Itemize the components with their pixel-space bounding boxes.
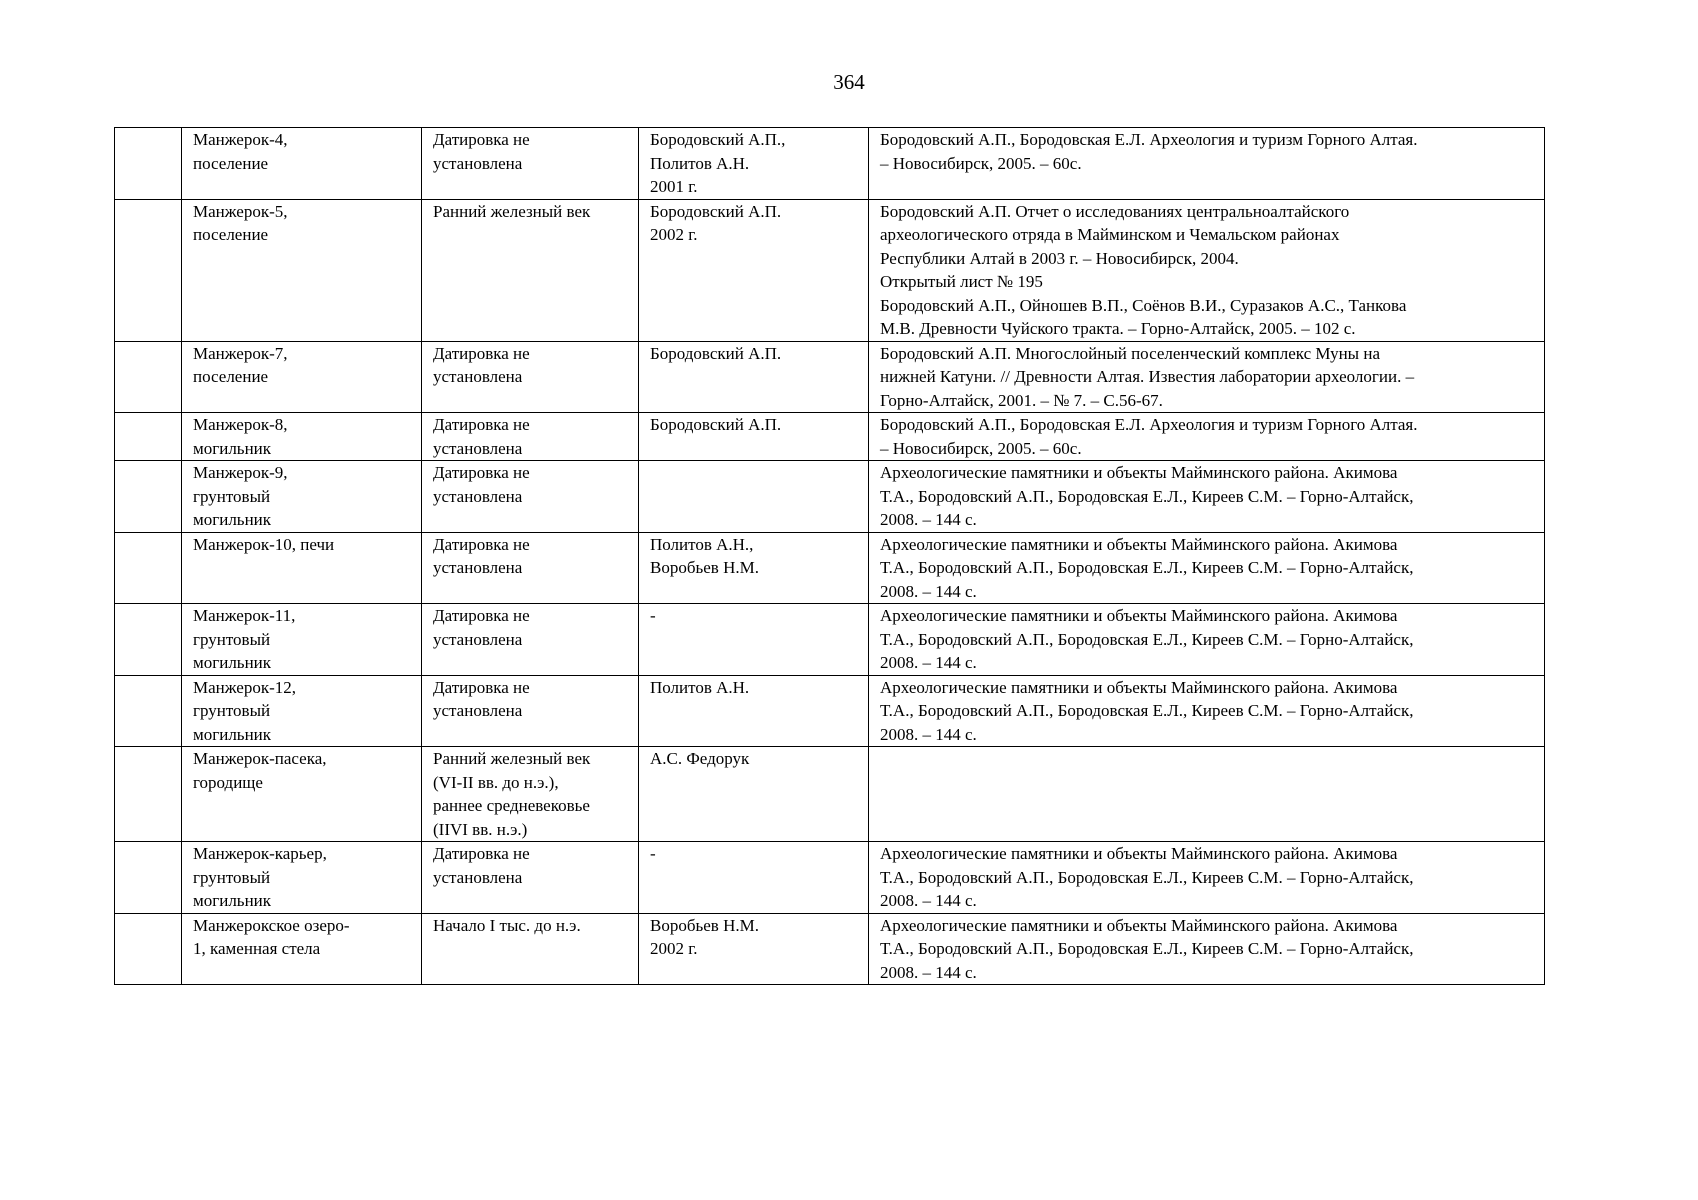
site-name-line: поселение: [193, 153, 269, 173]
literature-cell: [869, 842, 1545, 914]
site-name-line: Манжерок-11,: [193, 606, 296, 625]
dating-line: Ранний железный век: [433, 749, 591, 768]
site-name-cell: [182, 341, 422, 413]
literature-cell: [869, 128, 1545, 200]
dating-line: (VI-II вв. до н.э.),: [433, 772, 559, 792]
literature-line: археологического отряда в Майминском и Чемальском районах: [880, 225, 1340, 244]
site-name-line: поселение: [193, 367, 269, 386]
site-name-line: Манжерок-5,: [193, 201, 288, 221]
dating-line: установлена: [433, 867, 523, 887]
researcher-line: Бородовский А.П.: [650, 343, 782, 363]
literature-line: 2008. – 144 с.: [880, 962, 977, 982]
researcher-line: Политов А.Н.: [650, 677, 750, 697]
site-name-line: Манжерок-9,: [193, 463, 288, 482]
literature-line: Т.А., Бородовский А.П., Бородовская Е.Л., Киреев С.М. – Горно-Алтайск,: [880, 486, 1414, 506]
dating-cell: [422, 747, 639, 842]
site-name-line: Манжерок-8,: [193, 415, 288, 434]
number-cell: [115, 461, 182, 533]
site-name-cell: [182, 199, 422, 341]
site-name-line: Манжерок-7,: [193, 343, 288, 363]
site-name-line: могильник: [193, 653, 272, 672]
number-cell: [115, 128, 182, 200]
researcher-line: А.С. Федорук: [650, 749, 750, 768]
researcher-cell: [639, 413, 869, 461]
table-row: [115, 747, 1545, 842]
researcher-cell: [639, 199, 869, 341]
literature-cell: [869, 913, 1545, 985]
number-cell: [115, 341, 182, 413]
literature-cell: [869, 604, 1545, 676]
researcher-cell: [639, 341, 869, 413]
researcher-line: Бородовский А.П.: [650, 415, 782, 434]
dating-line: установлена: [433, 153, 523, 173]
literature-line: 2008. – 144 с.: [880, 510, 977, 529]
researcher-line: Бородовский А.П.,: [650, 130, 786, 149]
literature-cell: [869, 747, 1545, 842]
table-row: [115, 199, 1545, 341]
table-body: [115, 128, 1545, 985]
literature-line: Бородовский А.П., Ойношев В.П., Соёнов В.И., Суразаков А.С., Танкова: [880, 295, 1407, 315]
site-name-line: могильник: [193, 510, 272, 529]
researcher-cell: [639, 604, 869, 676]
researcher-cell: [639, 842, 869, 914]
table-row: [115, 341, 1545, 413]
dating-line: (IIVI вв. н.э.): [433, 819, 528, 839]
literature-line: М.В. Древности Чуйского тракта. – Горно-Алтайск, 2005. – 102 с.: [880, 319, 1356, 338]
dating-line: Датировка не: [433, 415, 530, 434]
researcher-line: Воробьев Н.М.: [650, 558, 759, 577]
literature-line: – Новосибирск, 2005. – 60с.: [880, 153, 1082, 173]
dating-cell: [422, 604, 639, 676]
table-row: [115, 461, 1545, 533]
literature-line: 2008. – 144 с.: [880, 891, 977, 910]
site-name-cell: [182, 128, 422, 200]
dating-line: Датировка не: [433, 343, 530, 363]
site-name-line: городище: [193, 772, 263, 792]
dating-line: раннее средневековье: [433, 796, 590, 815]
literature-line: нижней Катуни. // Древности Алтая. Известия лаборатории археологии. –: [880, 367, 1415, 386]
number-cell: [115, 747, 182, 842]
number-cell: [115, 199, 182, 341]
dating-cell: [422, 461, 639, 533]
dating-line: Датировка не: [433, 606, 530, 625]
dating-line: установлена: [433, 438, 523, 458]
table-row: [115, 675, 1545, 747]
site-name-cell: [182, 461, 422, 533]
table-row: [115, 413, 1545, 461]
literature-line: Т.А., Бородовский А.П., Бородовская Е.Л., Киреев С.М. – Горно-Алтайск,: [880, 867, 1414, 887]
researcher-line: -: [650, 844, 656, 863]
researcher-cell: [639, 747, 869, 842]
literature-line: Бородовский А.П. Отчет о исследованиях центральноалтайского: [880, 201, 1350, 221]
number-cell: [115, 913, 182, 985]
dating-line: Начало I тыс. до н.э.: [433, 915, 581, 935]
literature-line: – Новосибирск, 2005. – 60с.: [880, 438, 1082, 458]
site-name-cell: [182, 604, 422, 676]
researcher-cell: [639, 461, 869, 533]
literature-cell: [869, 341, 1545, 413]
dating-line: Датировка не: [433, 677, 530, 697]
page-number: 364: [833, 70, 865, 94]
dating-line: установлена: [433, 629, 523, 649]
site-name-line: Манжерок-пасека,: [193, 749, 327, 768]
literature-line: Горно-Алтайск, 2001. – № 7. – С.56-67.: [880, 390, 1163, 410]
literature-line: 2008. – 144 с.: [880, 581, 977, 601]
site-name-line: Манжерок-12,: [193, 677, 296, 697]
site-name-line: Манжерок-4,: [193, 130, 288, 149]
site-name-line: грунтовый: [193, 486, 271, 506]
researcher-line: 2002 г.: [650, 939, 698, 958]
site-name-line: Манжерок-карьер,: [193, 844, 327, 863]
literature-line: Археологические памятники и объекты Майминского района. Акимова: [880, 606, 1398, 625]
literature-line: Т.А., Бородовский А.П., Бородовская Е.Л., Киреев С.М. – Горно-Алтайск,: [880, 629, 1414, 649]
literature-line: 2008. – 144 с.: [880, 653, 977, 672]
researcher-line: -: [650, 606, 656, 625]
researcher-line: Политов А.Н.,: [650, 534, 754, 554]
site-name-cell: [182, 747, 422, 842]
site-name-line: могильник: [193, 891, 272, 910]
dating-cell: [422, 199, 639, 341]
site-name-line: Манжерокское озеро-: [193, 915, 350, 935]
literature-line: Т.А., Бородовский А.П., Бородовская Е.Л., Киреев С.М. – Горно-Алтайск,: [880, 701, 1414, 720]
literature-cell: [869, 199, 1545, 341]
dating-line: Датировка не: [433, 463, 530, 482]
dating-line: Ранний железный век: [433, 201, 591, 221]
number-cell: [115, 532, 182, 604]
site-name-line: могильник: [193, 438, 272, 458]
literature-line: 2008. – 144 с.: [880, 724, 977, 744]
researcher-cell: [639, 532, 869, 604]
dating-cell: [422, 341, 639, 413]
researcher-line: Воробьев Н.М.: [650, 915, 759, 935]
literature-line: Археологические памятники и объекты Майминского района. Акимова: [880, 677, 1398, 697]
site-name-line: поселение: [193, 225, 269, 244]
dating-cell: [422, 675, 639, 747]
dating-cell: [422, 413, 639, 461]
table-row: [115, 532, 1545, 604]
dating-line: установлена: [433, 701, 523, 720]
dating-cell: [422, 128, 639, 200]
dating-line: установлена: [433, 367, 523, 386]
literature-line: Бородовский А.П., Бородовская Е.Л. Археология и туризм Горного Алтая.: [880, 130, 1418, 149]
literature-line: Республики Алтай в 2003 г. – Новосибирск, 2004.: [880, 248, 1239, 268]
number-cell: [115, 604, 182, 676]
site-name-cell: [182, 913, 422, 985]
table-row: [115, 128, 1545, 200]
dating-cell: [422, 532, 639, 604]
researcher-cell: [639, 675, 869, 747]
researcher-line: 2001 г.: [650, 177, 698, 196]
literature-line: Т.А., Бородовский А.П., Бородовская Е.Л., Киреев С.М. – Горно-Алтайск,: [880, 558, 1414, 577]
site-name-cell: [182, 413, 422, 461]
literature-line: Бородовский А.П. Многослойный поселенческий комплекс Муны на: [880, 343, 1380, 363]
dating-line: Датировка не: [433, 534, 530, 554]
table-row: [115, 604, 1545, 676]
literature-cell: [869, 413, 1545, 461]
table-row: [115, 913, 1545, 985]
literature-line: Археологические памятники и объекты Майминского района. Акимова: [880, 534, 1398, 554]
literature-cell: [869, 461, 1545, 533]
dating-cell: [422, 842, 639, 914]
literature-line: Археологические памятники и объекты Майминского района. Акимова: [880, 915, 1398, 935]
researcher-line: 2002 г.: [650, 225, 698, 244]
researcher-line: Бородовский А.П.: [650, 201, 782, 221]
literature-line: Археологические памятники и объекты Майминского района. Акимова: [880, 463, 1398, 482]
number-cell: [115, 842, 182, 914]
site-name-cell: [182, 675, 422, 747]
dating-line: Датировка не: [433, 844, 530, 863]
dating-line: установлена: [433, 558, 523, 577]
researcher-cell: [639, 128, 869, 200]
literature-line: Т.А., Бородовский А.П., Бородовская Е.Л., Киреев С.М. – Горно-Алтайск,: [880, 939, 1414, 958]
literature-line: Археологические памятники и объекты Майминского района. Акимова: [880, 844, 1398, 863]
site-name-line: Манжерок-10, печи: [193, 534, 335, 554]
site-name-line: могильник: [193, 724, 272, 744]
researcher-line: Политов А.Н.: [650, 153, 750, 173]
literature-line: Открытый лист № 195: [880, 272, 1043, 291]
site-name-line: грунтовый: [193, 701, 271, 720]
dating-cell: [422, 913, 639, 985]
site-name-cell: [182, 532, 422, 604]
site-name-line: 1, каменная стела: [193, 939, 321, 958]
dating-line: Датировка не: [433, 130, 530, 149]
monuments-table: [114, 127, 1545, 985]
site-name-line: грунтовый: [193, 867, 271, 887]
literature-cell: [869, 675, 1545, 747]
table-row: [115, 842, 1545, 914]
number-cell: [115, 413, 182, 461]
dating-line: установлена: [433, 486, 523, 506]
researcher-cell: [639, 913, 869, 985]
site-name-cell: [182, 842, 422, 914]
literature-line: Бородовский А.П., Бородовская Е.Л. Археология и туризм Горного Алтая.: [880, 415, 1418, 434]
site-name-line: грунтовый: [193, 629, 271, 649]
number-cell: [115, 675, 182, 747]
literature-cell: [869, 532, 1545, 604]
